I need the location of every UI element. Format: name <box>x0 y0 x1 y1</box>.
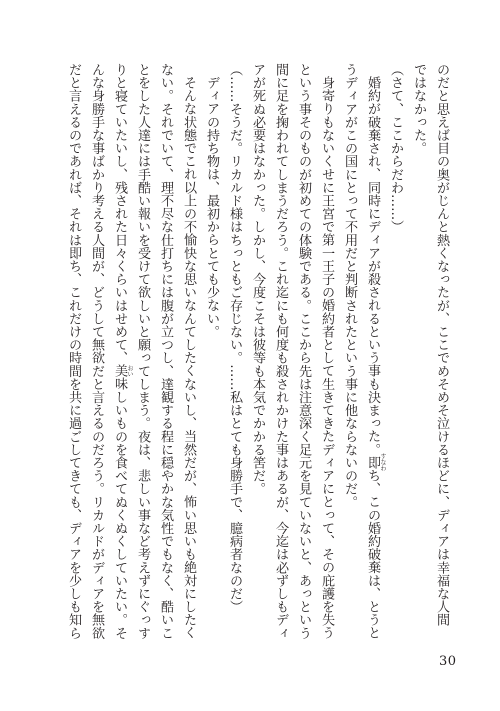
text-column: （さて、ここからだわ……） <box>388 63 403 234</box>
text-column <box>361 63 384 643</box>
text-column: ディアの持ち物は、最初からとても少ない。 <box>204 76 219 339</box>
text-column: （……そうだ。リカルド様はちっともご存じない。……私はとても身勝手で、臆病者なのだ） <box>227 63 242 614</box>
ruby-base-text: 美味 <box>112 364 127 391</box>
text-column: そんな状態でこれ以上の不愉快な思いなんてしたくないし、当然だが、怖い思いも絶対にしたく <box>181 76 196 640</box>
text-column: んな身勝手な事ばかり考える人間が、どうして無欲だと言えるのだろう。リカルドがディアを無欲 <box>89 63 104 640</box>
page-number: 30 <box>439 654 457 669</box>
text-column: 身寄りもないくせに王宮で第一王子の婚約者として生きてきたディアにとって、その庇護を失う <box>319 76 334 640</box>
text-segment: りと寝ていたいし、残された日々くらいはせめて、 <box>112 63 127 365</box>
body-text <box>62 63 453 643</box>
ruby-reading: すなわ <box>379 453 386 471</box>
text-column: のだと思えば目の奥がじんと熱くなったが、ここでめそめそ泣けるほどに、ディアは幸福な人間 <box>434 63 449 627</box>
text-column: 間に足を掬われてしまうだろう。これ迄にも何度も殺されかけた事はあるが、今迄は必ずしもディ <box>273 63 288 640</box>
ruby-base-text: 即 <box>365 456 380 470</box>
text-segment: ち、この婚約破棄は、とうと <box>365 469 380 640</box>
ruby-base <box>112 364 133 391</box>
ruby-base <box>365 453 386 471</box>
text-column: うディアがこの国にとって不用だと判断されたという事に他ならないのだ。 <box>342 63 357 509</box>
text-column <box>108 63 131 643</box>
text-column: だと言えるのであれば、それは即ち、これだけの時間を共に過ごしてきても、ディアを少しも知ら <box>66 63 81 640</box>
ruby-reading: おい <box>126 365 133 378</box>
text-column: とをした人達には手酷い報いを受けて欲しいと願ってしまう。夜は、悲しい事など考えずにぐっす <box>135 63 150 640</box>
text-column: という事そのものが初めての体験である。ここから先は注意深く足元を見ていないと、あっという <box>296 63 311 640</box>
text-segment: 婚約が破棄され、同時にディアが殺されるという事も決まった。 <box>365 76 380 456</box>
text-column: ない。それでいて、理不尽な仕打ちには腹が立つし、達観する程に穏やかな気性でもなく、酷いこ <box>158 63 173 640</box>
text-column: ではなかった。 <box>411 63 426 155</box>
text-column: アが死ぬ必要はなかった。しかし、今度こそは彼等も本気でかかる筈だ。 <box>250 63 265 496</box>
text-segment: しいものを食べてぬくぬくしていたい。そ <box>112 390 127 640</box>
